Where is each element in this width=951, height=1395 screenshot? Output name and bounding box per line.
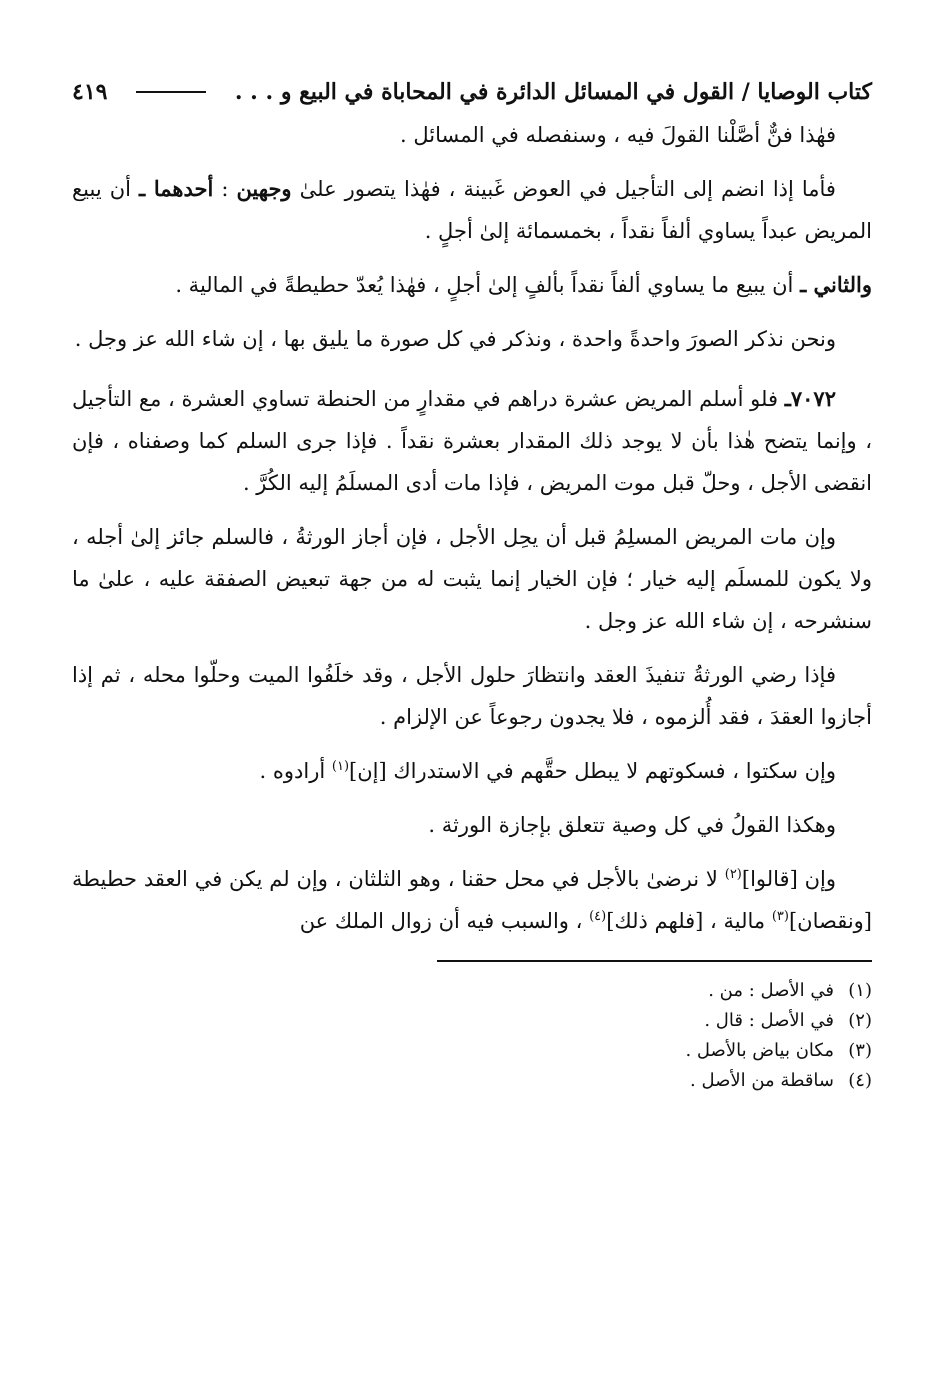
paragraph-2-colon: :	[213, 177, 237, 201]
paragraph-8	[72, 750, 872, 792]
footnote-ref-1[interactable]: (١)	[331, 759, 350, 774]
paragraph-7: فإذا رضي الورثةُ تنفيذَ العقد وانتظارَ حلول الأجل ، وقد خلَفُوا الميت وحلّوا محله ، ثم إذا أجازوا العقدَ ، فقد أُلزموه ، فلا يجدون رجوعاً عن الإلزام .	[72, 663, 872, 729]
footnote-divider	[437, 960, 872, 962]
paragraph-2-continued: أن يبيع المريض عبداً يساوي ألفاً نقداً ، بخمسمائة إلىٰ أجلٍ .	[72, 177, 872, 243]
footnote-number: (١)	[848, 980, 872, 1001]
footnote-number: (٤)	[848, 1070, 872, 1091]
running-header	[72, 70, 872, 114]
paragraph-4: ونحن نذكر الصورَ واحدةً واحدة ، ونذكر في كل صورة ما يليق بها ، إن شاء الله عز وجل .	[74, 327, 836, 351]
paragraph-3-bold: والثاني ـ	[800, 272, 872, 297]
footnote-text: في الأصل : من .	[708, 980, 834, 1001]
paragraph-3	[72, 264, 872, 306]
paragraph-2-bold-1: وجهين	[236, 176, 292, 201]
footnote-number: (٣)	[848, 1040, 872, 1061]
footnote-ref-2[interactable]: (٢)	[724, 867, 742, 882]
paragraph-2-bold-2: أحدهما ـ	[139, 176, 214, 201]
footnote-item	[72, 1066, 872, 1096]
paragraph-5-text: فلو أسلم المريض عشرة دراهم في مقدارٍ من الحنطة تساوي العشرة ، مع التأجيل ، وإنما يتضح هٰذا بأن لا يوجد ذلك المقدار بعشرة نقداً . فإذا جرى السلم كما وصفناه ، فإن انقضى الأجل ، وحلّ قبل موت المريض ، فإذا مات أدى المسلَمُ إليه الكُرَّ .	[72, 387, 872, 495]
footnote-item	[72, 976, 872, 1006]
header-title: كتاب الوصايا / القول في المسائل الدائرة في المحاباة في البيع و . . .	[234, 79, 872, 105]
paragraph-10	[72, 858, 872, 942]
footnote-text: في الأصل : قال .	[704, 1010, 834, 1031]
paragraph-9: وهكذا القولُ في كل وصية تتعلق بإجازة الورثة .	[428, 813, 836, 837]
book-page	[72, 70, 872, 1096]
footnote-ref-4[interactable]: (٤)	[589, 909, 607, 924]
paragraph-5	[72, 378, 872, 504]
footnote-text: مكان بياض بالأصل .	[685, 1040, 834, 1061]
paragraph-10-text-b: لا نرضىٰ بالأجل في محل حقنا ، وهو الثلثان ، وإن لم يكن في العقد حطيطة [ونقصان]	[72, 867, 872, 933]
paragraph-10-text-d: ، والسبب فيه أن زوال الملك عن	[299, 909, 590, 933]
footnotes-list	[72, 976, 872, 1096]
paragraph-3-text: أن يبيع ما يساوي ألفاً نقداً بألفٍ إلىٰ أجلٍ ، فهٰذا يُعدّ حطيطةً في المالية .	[175, 273, 801, 297]
paragraph-2	[72, 168, 872, 252]
footnote-item	[72, 1036, 872, 1066]
page-number: ٤١٩	[72, 79, 108, 105]
main-text	[72, 114, 872, 942]
section-number: ٧٠٧٢ـ	[784, 386, 836, 411]
paragraph-6: وإن مات المريض المسلِمُ قبل أن يحِل الأجل ، فإن أجاز الورثةُ ، فالسلم جائز إلىٰ أجله ، ولا يكون للمسلَم إليه خيار ؛ فإن الخيار إنما يثبت له من جهة تبعيض الصفقة عليه ، علىٰ ما سنشرحه ، إن شاء الله عز وجل .	[72, 525, 872, 633]
footnote-number: (٢)	[848, 1010, 872, 1031]
paragraph-2-text: فأما إذا انضم إلى التأجيل في العوض غَبينة ، فهٰذا يتصور علىٰ	[299, 177, 836, 201]
paragraph-1: فهٰذا فنٌّ أصَّلْنا القولَ فيه ، وسنفصله في المسائل .	[400, 123, 836, 147]
paragraph-10-text-a: وإن [قالوا]	[741, 867, 837, 891]
footnote-text: ساقطة من الأصل .	[690, 1070, 834, 1091]
footnote-ref-3[interactable]: (٣)	[771, 909, 789, 924]
paragraph-10-text-c: مالية ، [فلهم ذلك]	[606, 909, 772, 933]
footnote-item	[72, 1006, 872, 1036]
header-rule	[136, 91, 206, 93]
paragraph-8-text: وإن سكتوا ، فسكوتهم لا يبطل حقَّهم في الاستدراك [إن]	[349, 759, 836, 783]
paragraph-8-continued: أرادوه .	[259, 759, 332, 783]
